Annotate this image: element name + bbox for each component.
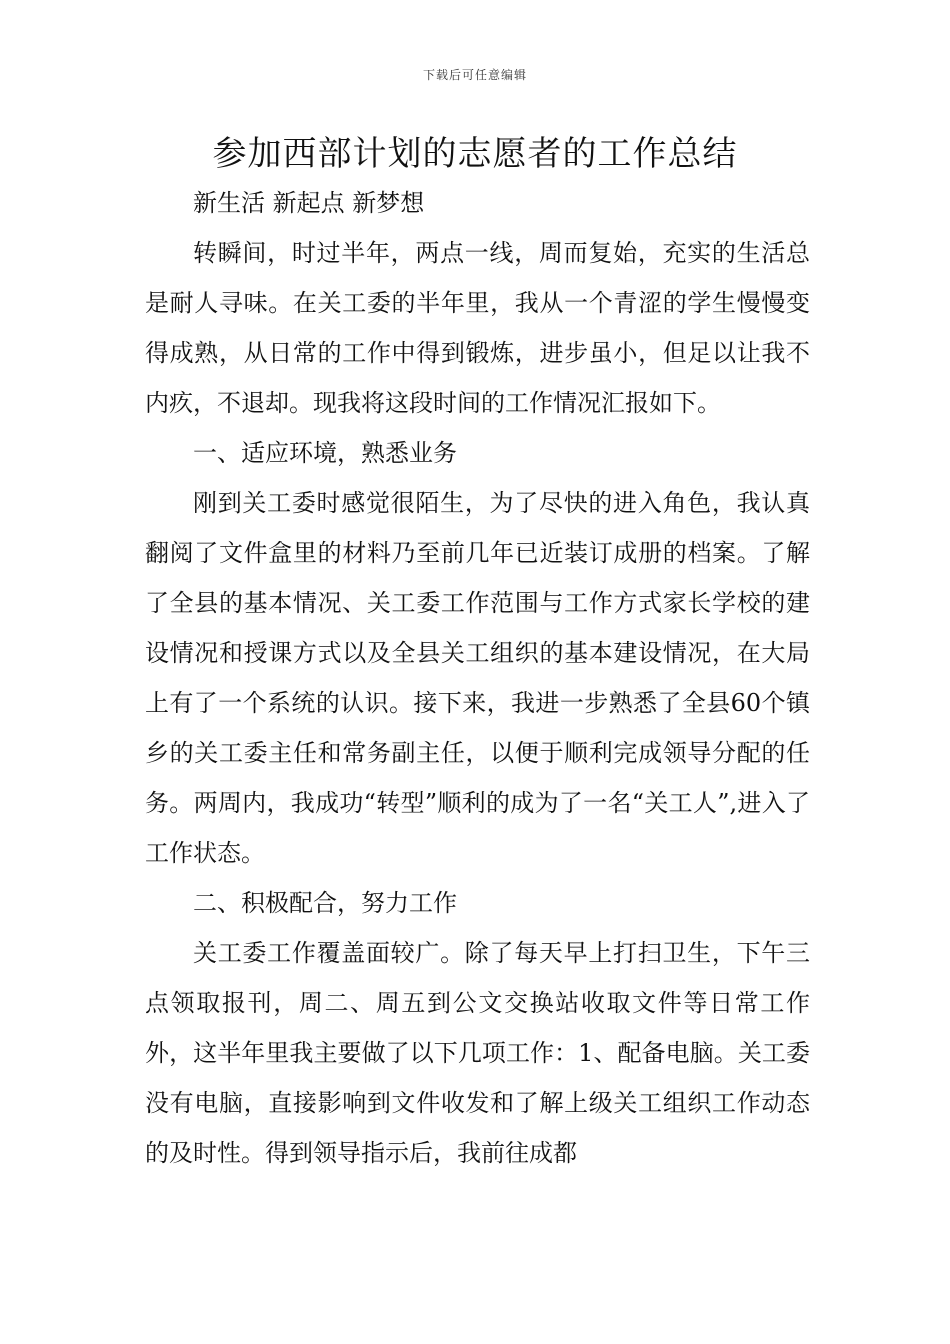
section-2-paragraph: 关工委工作覆盖面较广。除了每天早上打扫卫生，下午三点领取报刊，周二、周五到公文交换站收取文件等日常工作外，这半年里我主要做了以下几项工作：1、配备电脑。关工委没有电脑，直接影响到文件收发和了解上级关工组织工作动态的及时性。得到领导指示后，我前往成都 bbox=[145, 939, 810, 1167]
section-heading-1: 一、适应环境，熟悉业务 bbox=[193, 439, 457, 467]
section-heading-2: 二、积极配合，努力工作 bbox=[193, 889, 457, 917]
section-1-paragraph: 刚到关工委时感觉很陌生，为了尽快的进入角色，我认真翻阅了文件盒里的材料乃至前几年已近装订成册的档案。了解了全县的基本情况、关工委工作范围与工作方式家长学校的建设情况和授课方式以及全县关工组织的基本建设情况，在大局上有了一个系统的认识。接下来，我进一步熟悉了全县60个镇乡的关工委主任和常务副主任，以便于顺利完成领导分配的任务。两周内，我成功“转型”顺利的成为了一名“关工人”,进入了工作状态。 bbox=[145, 489, 810, 867]
header-note: 下载后可任意编辑 bbox=[422, 68, 527, 82]
intro-paragraph: 转瞬间，时过半年，两点一线，周而复始，充实的生活总是耐人寻味。在关工委的半年里，我从一个青涩的学生慢慢变得成熟，从日常的工作中得到锻炼，进步虽小，但足以让我不内疚，不退却。现我将这段时间的工作情况汇报如下。 bbox=[145, 239, 810, 417]
document-body bbox=[145, 178, 810, 1178]
subtitle-paragraph: 新生活 新起点 新梦想 bbox=[193, 189, 425, 217]
document-title: 参加西部计划的志愿者的工作总结 bbox=[212, 134, 738, 174]
